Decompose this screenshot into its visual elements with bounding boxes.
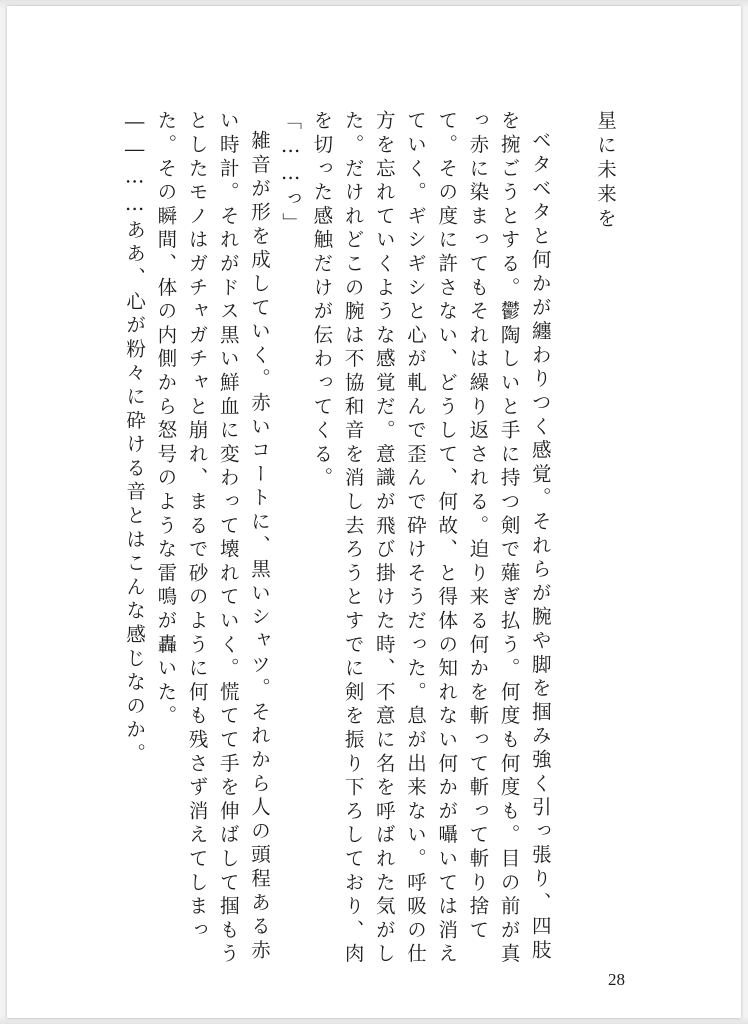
vertical-text-body <box>123 110 621 970</box>
chapter-title: 星に未来を <box>594 110 617 233</box>
dialogue-line: 「……っ」 <box>279 110 303 236</box>
paragraph-1: ベタベタと何かが纏わりつく感覚。それらが腕や脚を掴み強く引っ張り、四肢を捥ごうとする。鬱陶しいと手に持つ剣で薙ぎ払う。何度も何度も。目の前が真っ赤に染まってもそれは繰り返される。迫り来る何かを斬って斬って斬り捨てて。その度に許さない、どうして、何故、と得体の知れない何かが囁いては消えていく。ギシギシと心が軋んで歪んで砕けそうだった。息が出来ない。呼吸の仕方を忘れていくような感覚だ。意識が飛び掛けた時、不意に名を呼ばれた気がした。だけれどこの腕は不協和音を消し去ろうとすでに剣を振り下ろしており、肉を切った感触だけが伝わってくる。 <box>310 110 552 967</box>
page-number: 28 <box>608 970 625 989</box>
paragraph-2: 雑音が形を成していく。赤いコートに、黒いシャツ。それから人の頭程ある赤い時計。それがドス黒い鮮血に変わって壊れていく。慌てて手を伸ばして掴もうとしたモノはガチャガチャと崩れ、まるで砂のように何も残さず消えてしまった。その瞬間、体の内側から怒号のような雷鳴が轟いた。 <box>154 110 271 967</box>
book-page <box>7 6 741 1018</box>
closing-line: ――……ああ、心が粉々に砕ける音とはこんな感じなのか。 <box>123 110 147 767</box>
